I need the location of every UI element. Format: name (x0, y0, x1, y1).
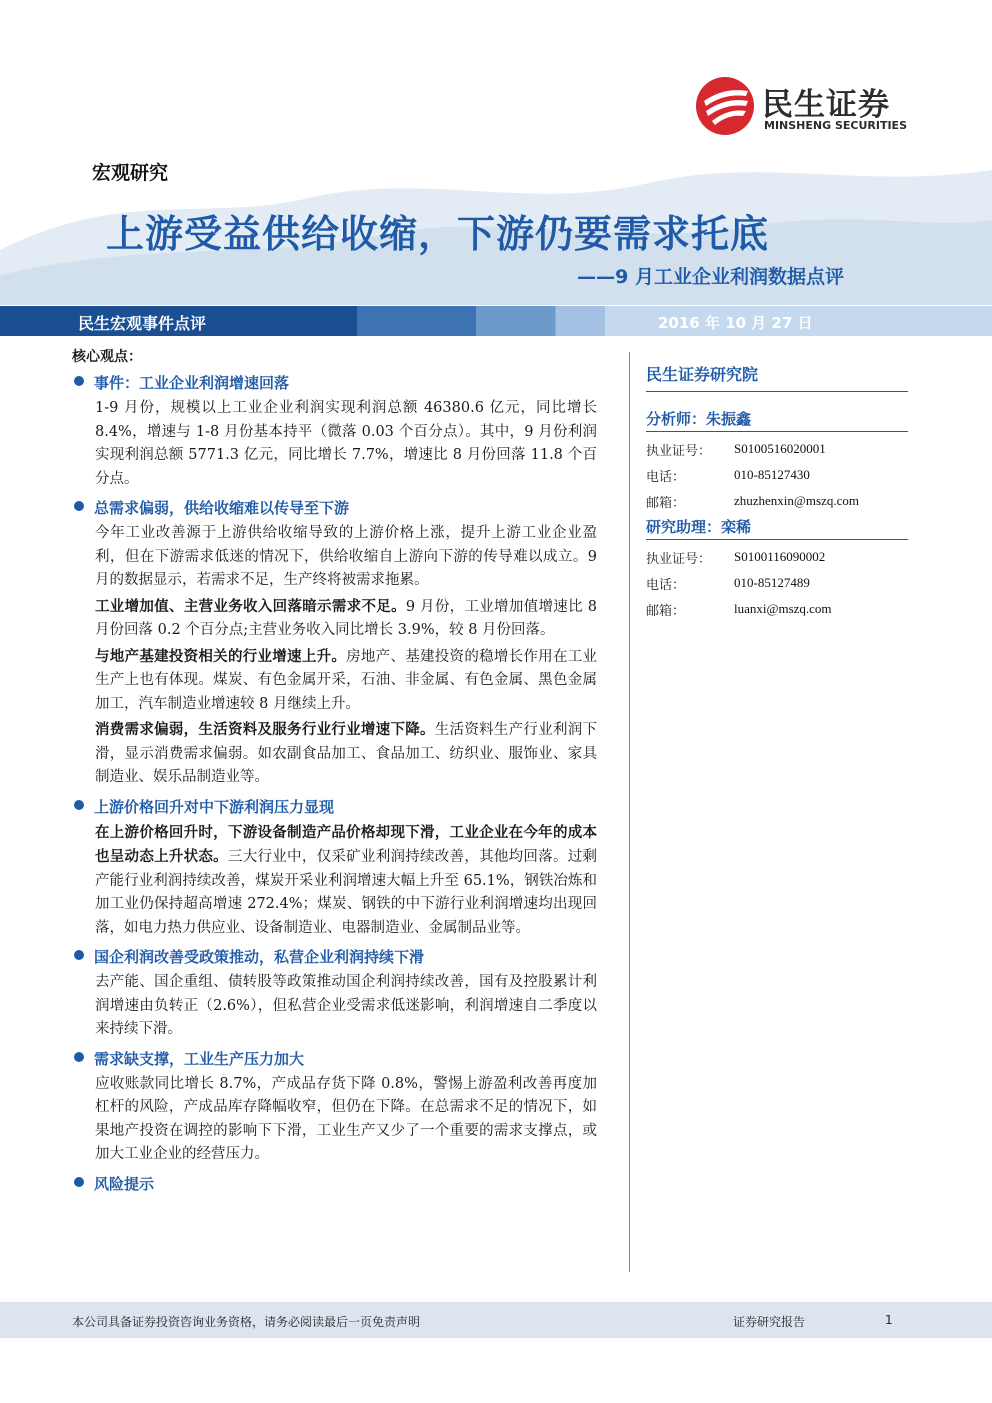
report-title: 上游受益供给收缩，下游仍要需求托底 (106, 212, 770, 256)
section-paragraph (72, 971, 597, 1042)
logo-emblem-icon (694, 75, 756, 137)
disclaimer-notice: 本公司具备证券投资咨询业务资格，请务必阅读最后一页免责声明 (72, 1315, 421, 1329)
license-label: 执业证号： (646, 443, 712, 459)
section-paragraph (72, 821, 597, 941)
bullet-icon (74, 950, 84, 960)
section-title: 上游价格回升对中下游利润压力显现 (94, 797, 335, 816)
paragraph-text: 三大行业中，仅采矿业利润持续改善，其他均回落。过剩产能行业利润持续改善，煤炭开采业利润增速大幅上升至 65.1%，钢铁冶炼和加工业仍保持超高增速 272.4%；煤炭、钢铁的中下游行业利润增速均出现回落，如电力热力供应业、设备制造业、电器制造业、金属制品业等。 (95, 849, 598, 936)
report-subtitle: ——9 月工业企业利润数据点评 (577, 266, 844, 288)
section-paragraph (72, 645, 597, 717)
section-title: 需求缺支撑，工业生产压力加大 (94, 1049, 305, 1068)
section (72, 945, 597, 1042)
bullet-icon (74, 800, 84, 810)
section (72, 371, 597, 491)
paragraph-lead: 与地产基建投资相关的行业增速上升。 (95, 647, 347, 665)
research-institute: 民生证券研究院 (646, 362, 908, 392)
section-title: 风险提示 (94, 1174, 155, 1193)
assistant-license-row (646, 544, 908, 570)
assistant-email-row (646, 596, 908, 622)
sidebar (646, 362, 908, 622)
bullet-icon (74, 376, 84, 386)
section-paragraph (72, 522, 597, 593)
section-title: 事件：工业企业利润增速回落 (94, 374, 290, 392)
paragraph-text: 1-9 月份，规模以上工业企业利润实现利润总额 46380.6 亿元，同比增长 8.4%，增速与 1-8 月份基本持平（微落 0.03 个百分点）。其中，9 月份利润实现利润总额 5771.3 亿元，同比增长 7.7%，增速比 8 月份回落 11.8 个百分点。 (95, 400, 597, 487)
email-label: 邮箱： (646, 603, 686, 619)
page-number: 1 (885, 1313, 893, 1327)
paragraph-text: 去产能、国企重组、债转股等政策推动国企利润持续改善，国有及控股累计利润增速由负转正（2.6%），但私营企业受需求低迷影响，利润增速自二季度以来持续下滑。 (95, 974, 597, 1037)
paragraph-lead: 在上游价格回升时，下游设备制造产品价格却现下滑，工业企业在今年的成本也呈动态上升状态。 (95, 823, 597, 865)
report-date: 2016 年 10 月 27 日 (658, 314, 813, 332)
paragraph-text: 房地产、基建投资的稳增长作用在工业生产上也有体现。煤炭、有色金属开采，石油、非金属、有色金属、黑色金属加工，汽车制造业增速较 8 月继续上升。 (95, 648, 598, 712)
main-content (72, 346, 597, 1196)
section-paragraph (72, 718, 597, 790)
assistant-phone-row (646, 570, 908, 596)
license-value: S0100516020001 (734, 441, 826, 456)
analyst-email-row (646, 488, 908, 514)
core-viewpoints-heading: 核心观点： (72, 349, 142, 365)
paragraph-lead: 工业增加值、主营业务收入回落暗示需求不足。 (95, 597, 406, 615)
column-divider (629, 352, 630, 1272)
report-type-label: 证券研究报告 (733, 1315, 806, 1329)
paragraph-lead: 消费需求偏弱，生活资料及服务行业行业增速下降。 (95, 721, 435, 738)
bullet-icon (74, 1052, 84, 1062)
analyst-license-row (646, 436, 908, 462)
section (72, 496, 597, 790)
paragraph-text: 9 月份，工业增加值增速比 8 月份回落 0.2 个百分点;主营业务收入同比增长 3.9%，较 8 月份回落。 (95, 598, 598, 638)
paragraph-text: 生活资料生产行业利润下滑，显示消费需求偏弱。如农副食品加工、食品加工、纺织业、服饰业、家具制造业、娱乐品制造业等。 (95, 722, 598, 785)
bullet-icon (74, 501, 84, 511)
section-paragraph (72, 397, 597, 491)
section-title: 国企利润改善受政策推动，私营企业利润持续下滑 (94, 948, 425, 966)
phone-label: 电话： (646, 577, 686, 593)
assistant-name: 研究助理：栾稀 (646, 516, 908, 540)
paragraph-text: 应收账款同比增长 8.7%，产成品存货下降 0.8%，警惕上游盈利改善再度加杠杆的风险，产成品库存降幅收窄，但仍在下降。在总需求不足的情况下，如果地产投资在调控的影响下下滑，工业生产又少了一个重要的需求支撑点，或加大工业企业的经营压力。 (95, 1075, 597, 1162)
license-value: S0100116090002 (734, 549, 826, 564)
license-label: 执业证号： (646, 551, 712, 567)
email-label: 邮箱： (646, 495, 686, 511)
logo-english-name: MINSHENG SECURITIES (764, 119, 907, 132)
report-category: 宏观研究 (92, 162, 169, 184)
report-series-label: 民生宏观事件点评 (78, 314, 207, 333)
bullet-icon (74, 1177, 84, 1187)
section-paragraph (72, 1073, 597, 1167)
section (72, 795, 597, 941)
phone-value: 010-85127489 (734, 575, 810, 590)
logo-chinese-name: 民生证券 (762, 87, 890, 123)
email-link[interactable]: luanxi@mszq.com (734, 601, 832, 616)
email-link[interactable]: zhuzhenxin@mszq.com (734, 493, 859, 508)
section-title: 总需求偏弱，供给收缩难以传导至下游 (94, 499, 350, 517)
section (72, 1172, 597, 1196)
phone-label: 电话： (646, 469, 686, 485)
section-list (72, 371, 597, 1196)
section-paragraph (72, 595, 597, 643)
analyst-name: 分析师：朱振鑫 (646, 408, 908, 432)
analyst-phone-row (646, 462, 908, 488)
section (72, 1047, 597, 1167)
phone-value: 010-85127430 (734, 467, 810, 482)
paragraph-text: 今年工业改善源于上游供给收缩导致的上游价格上涨，提升上游工业企业盈利，但在下游需求低迷的情况下，供给收缩自上游向下游的传导难以成立。9 月的数据显示，若需求不足，生产终将被需求拖累。 (95, 525, 597, 588)
company-logo (694, 75, 934, 137)
